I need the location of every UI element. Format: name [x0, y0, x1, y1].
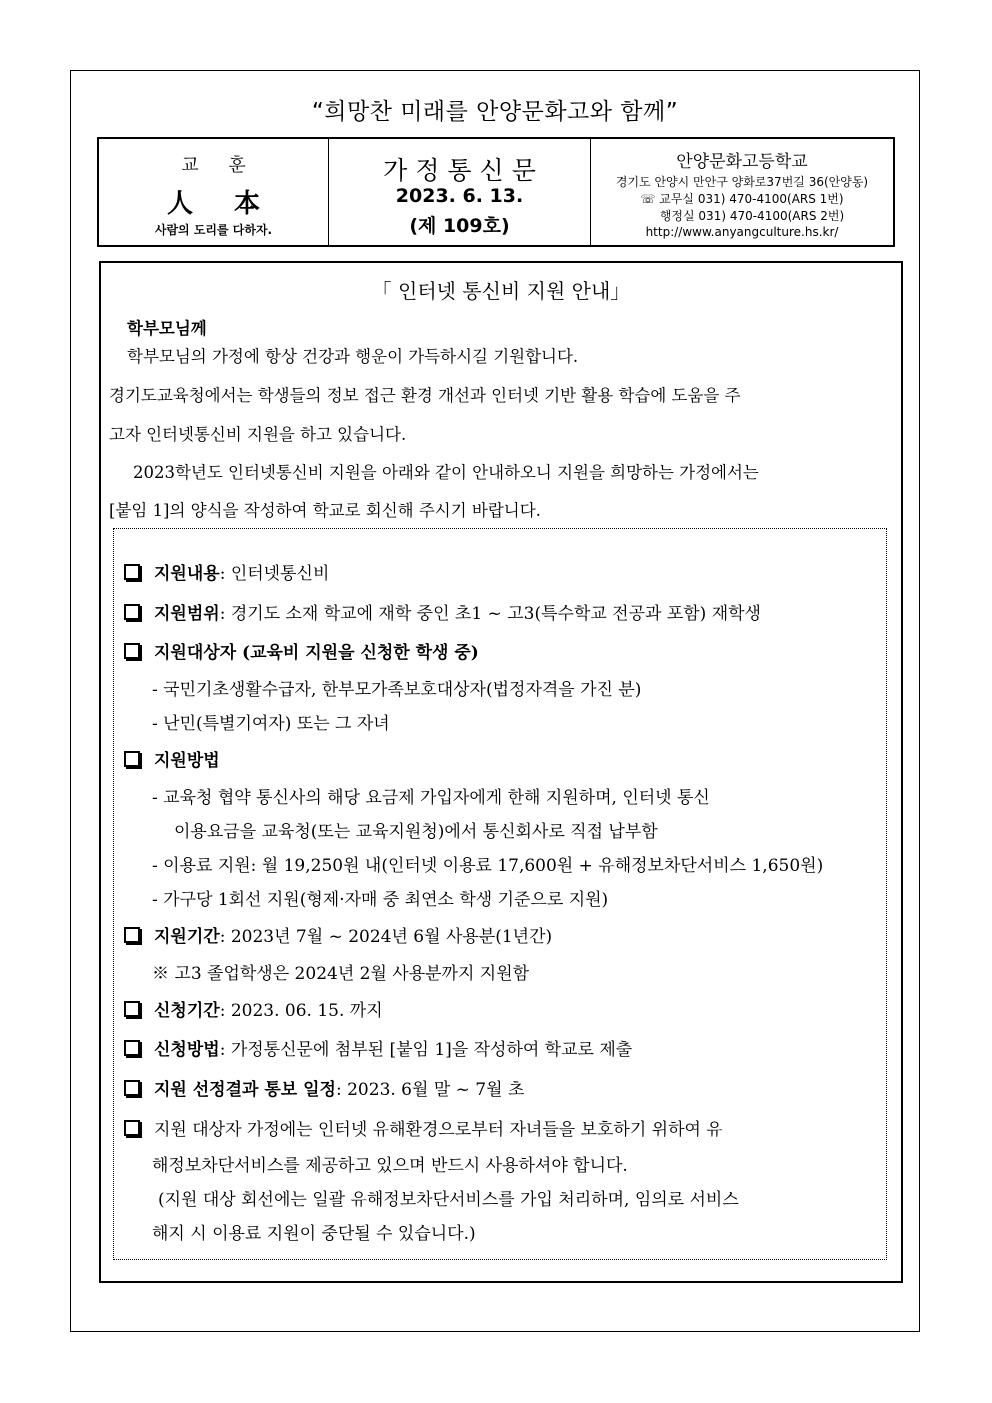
school-url[interactable]: http://www.anyangculture.hs.kr/ — [645, 225, 839, 239]
gyohun-text: 人 本 — [166, 189, 277, 219]
checkbox-icon — [124, 1040, 140, 1056]
method-line-3: - 가구당 1회선 지원(형제·자매 중 최연소 학생 기준으로 지원) — [152, 890, 609, 910]
item-support-range: 지원범위: 경기도 소재 학교에 재학 중인 초1 ~ 고3(특수학교 전공과 포함) 재학생 — [124, 603, 761, 625]
newsletter-title: 가정통신문 — [383, 156, 544, 185]
checkbox-icon — [124, 643, 140, 659]
paragraph-3-line-2: [붙임 1]의 양식을 작성하여 학교로 회신해 주시기 바랍니다. — [109, 501, 541, 520]
paragraph-2-line-2: 고자 인터넷통신비 지원을 하고 있습니다. — [109, 425, 407, 444]
newsletter-header — [97, 137, 895, 247]
method-line-1-cont: 이용요금을 교육청(또는 교육지원청)에서 통신회사로 직접 납부함 — [174, 822, 658, 842]
item-support-content: 지원내용: 인터넷통신비 — [124, 563, 329, 585]
checkbox-icon — [124, 1120, 140, 1136]
method-line-2: - 이용료 지원: 월 19,250원 내(인터넷 이용료 17,600원 + 유해정보차단서비스 1,650원) — [152, 856, 824, 876]
checkbox-icon — [124, 1080, 140, 1096]
gyohun-label: 교 훈 — [181, 155, 258, 176]
gyohun-subtitle: 사람의 도리를 다하자. — [154, 223, 273, 237]
notice-title: 「 인터넷 통신비 지원 안내」 — [371, 279, 631, 303]
target-line-2: - 난민(특별기여자) 또는 그 자녀 — [152, 714, 390, 734]
school-phone-admin: 행정실 031) 470-4100(ARS 2번) — [659, 209, 845, 223]
school-motto: “희망찬 미래를 안양문화고와 함께” — [311, 99, 679, 125]
paragraph-3-line-1: 2023학년도 인터넷통신비 지원을 아래와 같이 안내하오니 지원을 희망하는 가정에서는 — [133, 463, 759, 482]
school-info-cell — [591, 139, 893, 245]
period-note: ※ 고3 졸업학생은 2024년 2월 사용분까지 지원함 — [152, 964, 530, 984]
school-phone-office: ☏ 교무실 031) 470-4100(ARS 1번) — [640, 192, 844, 206]
item-apply-period: 신청기간: 2023. 06. 15. 까지 — [124, 1000, 383, 1022]
target-line-1: - 국민기초생활수급자, 한부모가족보호대상자(법정자격을 가진 분) — [152, 680, 642, 700]
paragraph-1: 학부모님의 가정에 항상 건강과 행운이 가득하시길 기원합니다. — [127, 347, 579, 366]
greeting: 학부모님께 — [127, 319, 207, 338]
school-motto-cell — [99, 139, 329, 245]
method-line-1: - 교육청 협약 통신사의 해당 요금제 가입자에게 한해 지원하며, 인터넷 통신 — [152, 788, 710, 808]
checkbox-icon — [124, 604, 140, 620]
item-apply-method: 신청방법: 가정통신문에 첨부된 [붙임 1]을 작성하여 학교로 제출 — [124, 1039, 632, 1061]
item-support-method: 지원방법 — [124, 750, 220, 772]
paragraph-2-line-1: 경기도교육청에서는 학생들의 정보 접근 환경 개선과 인터넷 기반 활용 학습에 도움을 주 — [109, 386, 741, 405]
filter-note-line-2: 해지 시 이용료 지원이 중단될 수 있습니다.) — [152, 1224, 476, 1244]
checkbox-icon — [124, 564, 140, 580]
filter-note-line-1: (지원 대상 회선에는 일괄 유해정보차단서비스를 가입 처리하며, 임의로 서비스 — [158, 1190, 739, 1210]
item-filter-service: 지원 대상자 가정에는 인터넷 유해환경으로부터 자녀들을 보호하기 위하여 유 — [124, 1119, 723, 1141]
filter-line-1-cont: 해정보차단서비스를 제공하고 있으며 반드시 사용하셔야 합니다. — [152, 1156, 628, 1176]
item-result-schedule: 지원 선정결과 통보 일정: 2023. 6월 말 ~ 7월 초 — [124, 1079, 524, 1101]
newsletter-date: 2023. 6. 13. — [395, 185, 524, 207]
notice-box — [99, 261, 903, 1283]
checkbox-icon — [124, 751, 140, 767]
newsletter-issue: (제 109호) — [409, 215, 510, 237]
school-name: 안양문화고등학교 — [676, 152, 808, 172]
checkbox-icon — [124, 1001, 140, 1017]
item-support-target: 지원대상자 (교육비 지원을 신청한 학생 중) — [124, 642, 479, 664]
support-details-box — [113, 528, 887, 1260]
newsletter-page — [70, 70, 920, 1332]
checkbox-icon — [124, 927, 140, 943]
item-support-period: 지원기간: 2023년 7월 ~ 2024년 6월 사용분(1년간) — [124, 926, 552, 948]
newsletter-title-cell — [329, 139, 591, 245]
school-address: 경기도 안양시 만안구 양화로37번길 36(안양동) — [615, 175, 869, 189]
